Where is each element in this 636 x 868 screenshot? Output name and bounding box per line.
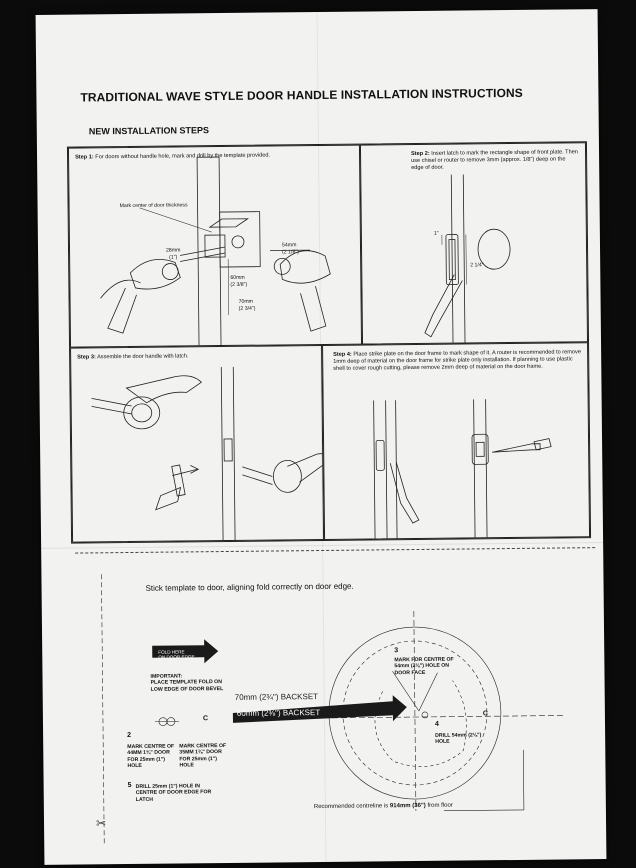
dimension-54mm-inch: (2 1/8") [282, 249, 299, 256]
step-description: Insert latch to mark the rectangle shape of front plate. Then use chisel or router to remove 3mm (approx. 1/8") deep on the edge of door. [411, 149, 578, 172]
step-2-panel [360, 142, 588, 344]
template-instruction: Stick template to door, aligning fold correctly on door edge. [145, 581, 354, 593]
step-number-5: 5 [127, 782, 132, 790]
dimension-2-quarter-inch: 2 1/4" [470, 262, 484, 269]
important-heading: IMPORTANT: [150, 673, 183, 680]
step-description: For doors without handle hole, mark and drill by the template provided. [95, 152, 271, 161]
mark-35mm-door: MARK CENTRE OF 35MM 1⅜" DOOR FOR 25mm (1") HOLE [179, 743, 227, 769]
step-label: Step 3: [77, 354, 96, 361]
template-drawing [41, 549, 606, 865]
drill-latch-hole: DRILL 25mm (1") HOLE IN CENTRE OF DOOR EDGE FOR LATCH [135, 783, 212, 803]
centre-mark-right: C [482, 710, 489, 718]
step-number-3: 3 [394, 647, 399, 655]
step-2-chisel-illustration [361, 143, 588, 344]
centreline-value: 914mm (36") [389, 802, 426, 810]
mark-center-label: Mark center of door thickness [119, 202, 188, 210]
section-heading: NEW INSTALLATION STEPS [88, 125, 210, 137]
step-description: Place strike plate on the door frame to mark shape of it. A router is recommended to remove 1mm deep of material on the door frame for strike plate only installation. If planning to use plastic shell to cover rough cutting, please remove 2mm deep of material on the door frame. [333, 349, 581, 372]
step-4-strike-plate-illustration [323, 343, 590, 540]
document-title: TRADITIONAL WAVE STYLE DOOR HANDLE INSTALLATION INSTRUCTIONS [80, 85, 523, 105]
dimension-28mm: 28mm [166, 247, 181, 254]
important-text: PLACE TEMPLATE FOLD ON LOW EDGE OF DOOR BEVEL [150, 679, 224, 693]
drill-54mm-hole: DRILL 54mm (2⅛") HOLE [435, 732, 482, 746]
dimension-28mm-inch: (1") [169, 254, 178, 261]
step-1-panel [68, 145, 362, 348]
backset-60mm-label: 60mm (2⅜") BACKSET [236, 708, 321, 718]
step-label: Step 2: [411, 150, 430, 158]
instruction-sheet [36, 9, 607, 865]
important-note [150, 673, 230, 693]
fold-here-line-1: FOLD HERE [158, 649, 185, 655]
step-4-panel [322, 342, 590, 540]
dimension-54mm: 54mm [281, 242, 297, 249]
step-3-panel [70, 345, 324, 543]
dimension-60mm: 60mm [230, 274, 245, 281]
steps-grid [67, 141, 591, 543]
scissors-icon: ✂ [95, 816, 107, 831]
step-number-2: 2 [127, 732, 132, 740]
step-description: Assemble the door handle with latch. [97, 353, 189, 361]
dimension-70mm-inch: (2 3/4") [238, 305, 256, 312]
centre-mark-left: C [202, 715, 209, 723]
step-number-4: 4 [434, 720, 439, 728]
centreline-suffix: from floor [425, 802, 453, 809]
step-label: Step 4: [333, 351, 352, 358]
step-1-drill-illustration [69, 146, 362, 348]
fold-here-line-2: ON DOOR EDGE [158, 654, 195, 661]
mark-44mm-door: MARK CENTRE OF 44MM 1¾" DOOR FOR 25mm (1") HOLE [127, 743, 175, 770]
drilling-template [41, 549, 606, 865]
dimension-70mm: 70mm [238, 298, 254, 305]
dimension-60mm-inch: (2 3/8") [230, 281, 248, 288]
fold-here-label [158, 649, 194, 660]
centreline-prefix: Recommended centreline is [313, 803, 390, 811]
step-3-assembly-illustration [71, 346, 324, 543]
mark-54mm-hole: MARK FOR CENTRE OF 54mm (2⅛") HOLE ON DOOR FACE [394, 656, 454, 677]
step-label: Step 1: [75, 154, 94, 161]
backset-70mm-label: 70mm (2¾") BACKSET [234, 692, 319, 702]
dimension-1-inch: 1" [433, 230, 439, 237]
